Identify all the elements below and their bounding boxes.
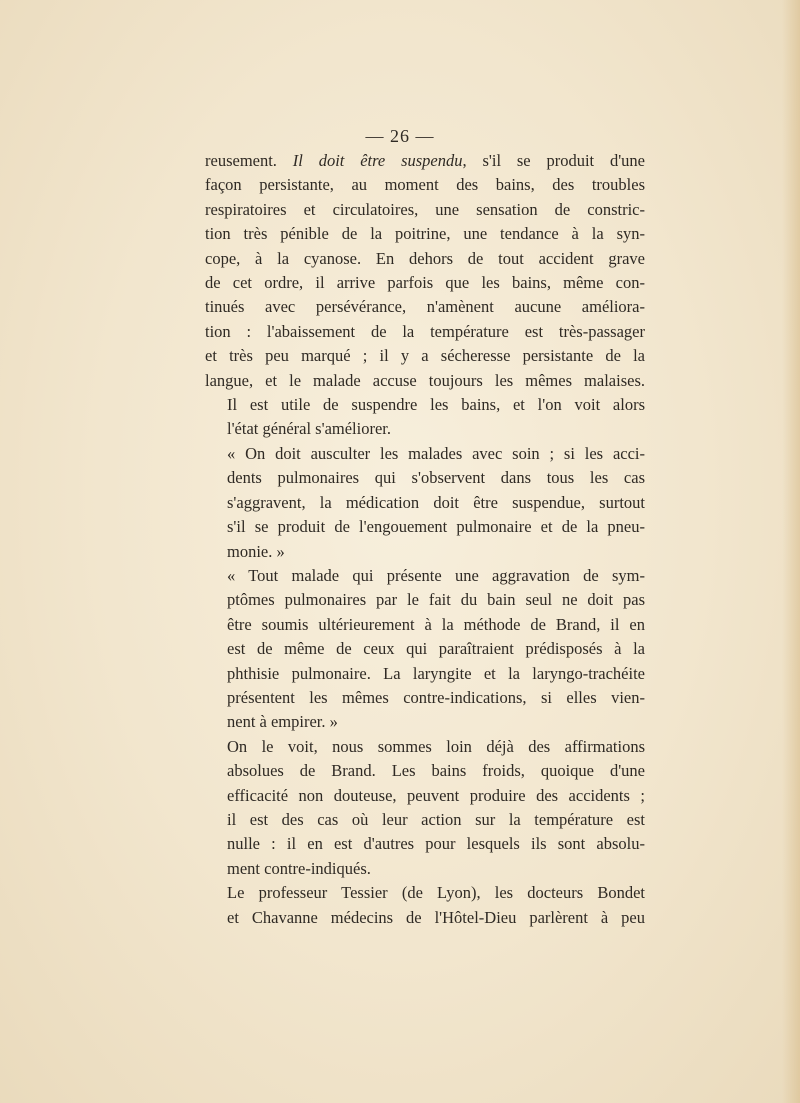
text-line: nulle : il en est d'autres pour lesquels ils sont absolu-	[227, 834, 645, 854]
text-line: efficacité non douteuse, peuvent produire des accidents ;	[227, 785, 645, 805]
text-line: cope, à la cyanose. En dehors de tout accident grave	[205, 248, 645, 268]
text-line: de cet ordre, il arrive parfois que les bains, même con-	[205, 273, 645, 293]
text-line: phthisie pulmonaire. La laryngite et la laryngo-trachéite	[227, 663, 645, 683]
text-line: On le voit, nous sommes loin déjà des affirmations	[227, 736, 645, 756]
text-line: et très peu marqué ; il y a sécheresse persistante de la	[205, 346, 645, 366]
text-line: il est des cas où leur action sur la température est	[227, 809, 645, 829]
text-line: « On doit ausculter les malades avec soin ; si les acci-	[227, 443, 645, 463]
text-line: et Chavanne médecins de l'Hôtel-Dieu parlèrent à peu	[227, 907, 645, 927]
text-line: ment contre-indiqués.	[227, 858, 371, 878]
text-line: s'il se produit de l'engouement pulmonaire et de la pneu-	[227, 517, 645, 537]
text-line: « Tout malade qui présente une aggravation de sym-	[227, 565, 645, 585]
paragraph-4	[205, 564, 645, 735]
text-line: absolues de Brand. Les bains froids, quoique d'une	[227, 761, 645, 781]
text-line: Le professeur Tessier (de Lyon), les docteurs Bondet	[227, 883, 645, 903]
text-line: tion : l'abaissement de la température est très-passager	[205, 321, 645, 341]
text-line: monie. »	[227, 541, 285, 561]
paragraph-2	[205, 393, 645, 442]
text-line: nent à empirer. »	[227, 712, 338, 732]
paragraph-5	[205, 735, 645, 881]
text-line: s'aggravent, la médication doit être suspendue, surtout	[227, 492, 645, 512]
body-text	[205, 149, 645, 930]
text-line: langue, et le malade accuse toujours les mêmes malaises.	[205, 370, 645, 390]
text-line: reusement. Il doit être suspendu, s'il se produit d'une	[205, 151, 645, 170]
paragraph-6	[205, 881, 645, 930]
page-number: — 26 —	[365, 126, 435, 146]
text-line: l'état général s'améliorer.	[227, 419, 391, 439]
paragraph-1	[205, 149, 645, 393]
text-line: façon persistante, au moment des bains, des troubles	[205, 175, 645, 195]
text-line: ptômes pulmonaires par le fait du bain seul ne doit pas	[227, 590, 645, 610]
text-line: dents pulmonaires qui s'observent dans tous les cas	[227, 468, 645, 488]
emphasis-text: Il doit être suspendu	[292, 151, 463, 170]
text-line: est de même de ceux qui paraîtraient prédisposés à la	[227, 639, 645, 659]
page-edge-shadow	[782, 0, 800, 1103]
paragraph-3	[205, 442, 645, 564]
text-line: tinués avec persévérance, n'amènent aucune améliora-	[205, 297, 645, 317]
text-line: Il est utile de suspendre les bains, et l'on voit alors	[227, 395, 645, 415]
text-line: respiratoires et circulatoires, une sensation de constric-	[205, 199, 645, 219]
text-line: être soumis ultérieurement à la méthode de Brand, il en	[227, 614, 645, 634]
text-line: présentent les mêmes contre-indications, si elles vien-	[227, 687, 645, 707]
text-line: tion très pénible de la poitrine, une tendance à la syn-	[205, 224, 645, 244]
